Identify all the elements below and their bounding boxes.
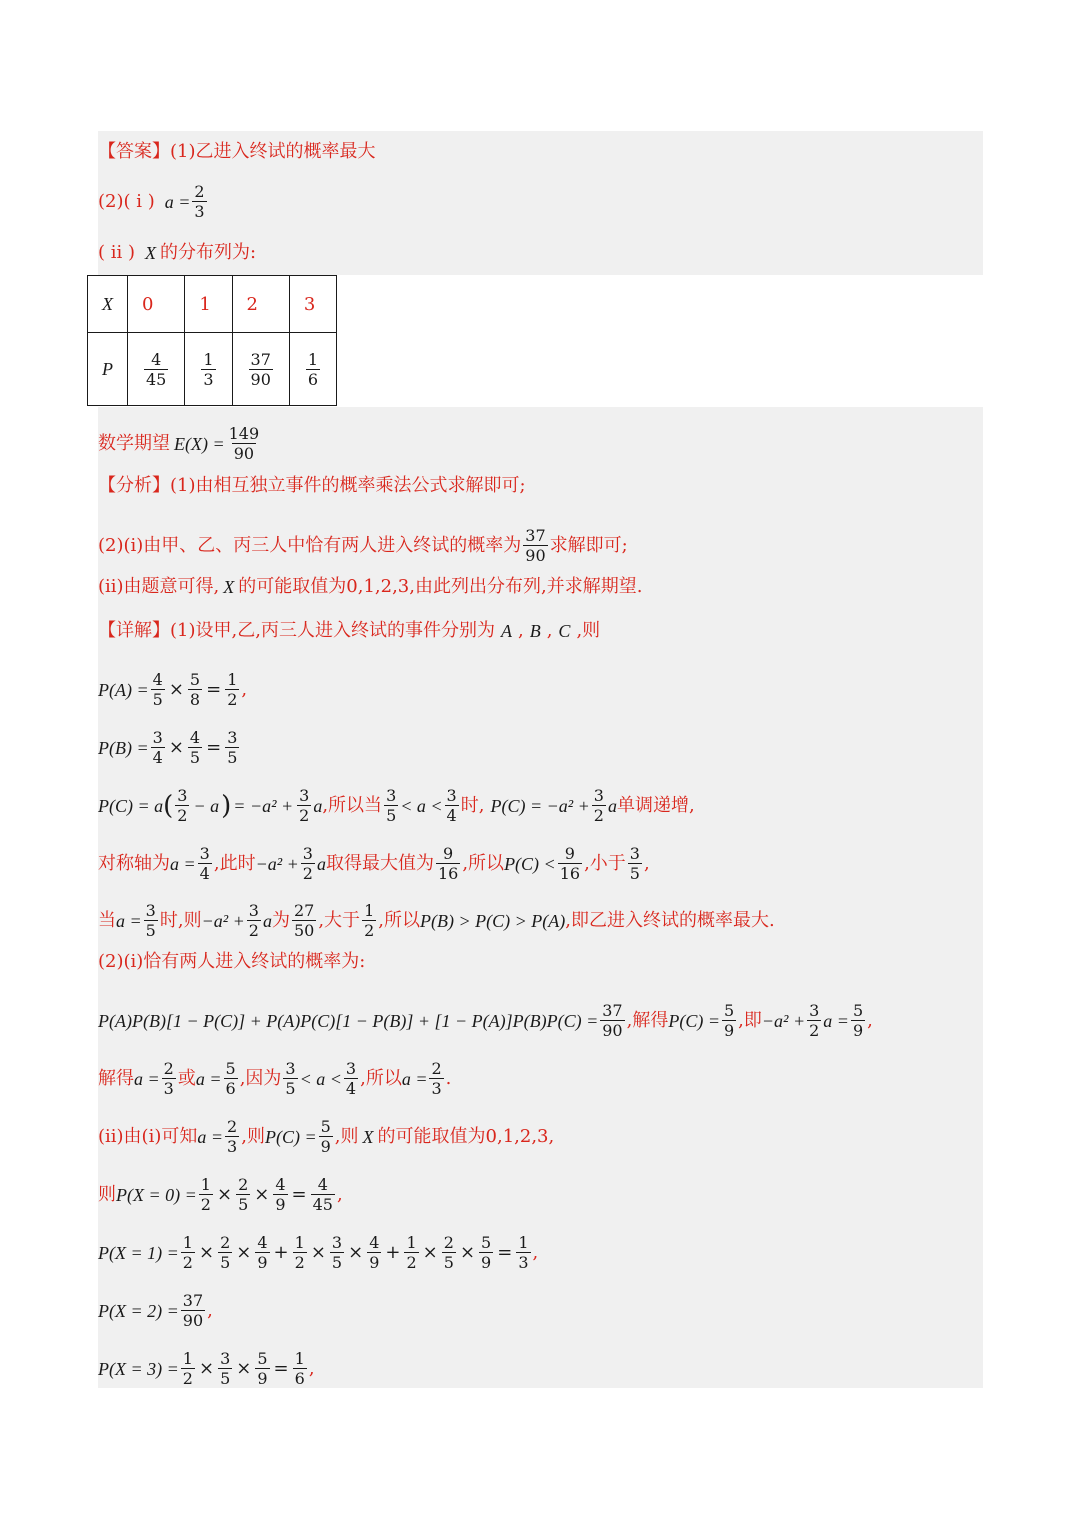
table-row-x	[88, 276, 337, 333]
fraction: $\frac{4}{45}$	[312, 1175, 333, 1214]
fraction: $\frac{5}{8}$	[189, 670, 201, 709]
fraction: $\frac{2}{3}$	[431, 1059, 442, 1098]
ii-text-3: ,则	[334, 1125, 359, 1147]
fraction: $\frac{3}{2}$	[299, 786, 310, 825]
analysis-line-1	[98, 475, 526, 497]
fraction: $\frac{4}{5}$	[152, 670, 163, 709]
fraction: $\frac{5}{9}$	[852, 1001, 864, 1040]
long-text-1: ,解得	[626, 1009, 669, 1031]
analysis-text-3b: 的可能取值为0,1,2,3,由此列出分布列,并求解期望.	[238, 576, 643, 597]
answer-part1: (1)乙进入终试的概率最大	[170, 141, 376, 162]
answer-line-1	[98, 141, 376, 163]
fraction: $\frac{1}{2}$	[406, 1233, 417, 1272]
fraction: $\frac{2}{5}$	[443, 1233, 454, 1272]
expectation-expr: E(X) =	[174, 433, 225, 454]
fraction: $\frac{2}{5}$	[220, 1233, 231, 1272]
sym-text-2: ,此时	[213, 852, 256, 874]
px0-label: P(X = 0) =	[116, 1184, 197, 1205]
solve-line: 解得 a = $\frac{2}{3}$ 或 a = $\frac{5}{6}$ ,因为 3 5 < a < 3 4 ,所以 a = $\frac{2}{3}$ .	[98, 1059, 452, 1098]
var-x: X	[145, 243, 157, 263]
px0-line: 则 P(X = 0) = $\frac{1}{2}$ × $\frac{2}{5}$ × $\frac{4}{9}$ = $\frac{4}{45}$ ,	[98, 1175, 343, 1214]
px1-label: P(X = 1) =	[98, 1242, 179, 1263]
fraction: $\frac{37}{90}$	[182, 1291, 204, 1330]
var-x: X	[223, 577, 235, 597]
fraction: $\frac{3}{2}$	[248, 901, 259, 940]
fraction: 3 4	[446, 786, 457, 825]
distribution-table	[87, 275, 337, 406]
fraction: $\frac{2}{3}$	[194, 182, 205, 221]
ii-text-2: ,则	[241, 1125, 265, 1147]
pb-line: P(B) = $\frac{3}{4}$ × $\frac{4}{5}$ = $\frac{3}{5}$	[98, 728, 238, 767]
analysis-line-2	[98, 526, 628, 565]
detail-text-1: (1)设甲,乙,丙三人进入终试的事件分别为	[170, 620, 495, 641]
fraction: $\frac{37}{90}$	[602, 1001, 623, 1040]
px3-line: P(X = 3) = $\frac{1}{2}$ × $\frac{3}{5}$ × $\frac{5}{9}$ = $\frac{1}{6}$ ,	[98, 1349, 315, 1388]
part2-heading	[98, 951, 365, 973]
ii-text-1: (ii)由(i)可知	[98, 1125, 198, 1147]
event-b: B	[529, 621, 541, 641]
fraction: $\frac{4}{5}$	[189, 728, 201, 767]
ii-text-4: 的可能取值为0,1,2,3,	[377, 1125, 555, 1147]
fraction: $\frac{2}{3}$	[227, 1117, 238, 1156]
fraction: 9 16	[437, 844, 459, 883]
fraction: $\frac{1}{2}$	[182, 1233, 193, 1272]
fraction: $\frac{5}{9}$	[481, 1233, 492, 1272]
fraction: 3 5	[386, 786, 397, 825]
fraction: $\frac{1}{2}$	[182, 1349, 193, 1388]
table-cell-p3: $\frac{1}{6}$	[289, 333, 336, 406]
fraction: $\frac{3}{5}$	[331, 1233, 343, 1272]
answer-line-2	[98, 182, 209, 221]
long-text-2: ,即	[738, 1009, 762, 1031]
table-cell-p2: $\frac{37}{90}$	[232, 333, 289, 406]
pc-line: P(C) = a ( 3 2 − a ) = −a² + $\frac{3}{2}$ a ,所以当 3 5 < a < 3 4 时, P(C) = −a² + $\frac{3}{2}$ a 单调递增,	[98, 786, 695, 825]
solve-text-1: 解得	[98, 1067, 134, 1089]
event-a: A	[500, 621, 512, 641]
ii-line: (ii)由(i)可知 a = $\frac{2}{3}$ ,则 P(C) = $\frac{5}{9}$ ,则 X 的可能取值为0,1,2,3,	[98, 1117, 555, 1156]
table-row-p	[88, 333, 337, 406]
detail-tag: 【详解】	[98, 620, 170, 641]
solve-text-2: 或	[177, 1067, 196, 1089]
table-cell-x0: 0	[128, 276, 185, 333]
fraction: $\frac{3}{2}$	[809, 1001, 820, 1040]
fraction: $\frac{5}{9}$	[723, 1001, 735, 1040]
pc-ineq: < a <	[400, 795, 443, 816]
pc-eq2: P(C) = −a² +	[490, 795, 590, 816]
table-cell-p1: $\frac{1}{3}$	[185, 333, 232, 406]
solve-text-4: ,所以	[360, 1067, 402, 1089]
pc-mid: = −a² +	[233, 795, 294, 816]
fraction: 3 4	[345, 1059, 357, 1098]
analysis-text-1: (1)由相互独立事件的概率乘法公式求解即可;	[170, 475, 526, 496]
fraction: $\frac{2}{3}$	[163, 1059, 174, 1098]
analysis-text-2a: (2)(i)由甲、乙、丙三人中恰有两人进入终试的概率为	[98, 534, 522, 556]
sym-text-1: 对称轴为	[98, 852, 170, 874]
fraction: 1 2	[364, 901, 375, 940]
table-cell-x2: 2	[232, 276, 289, 333]
part2-text: (2)(i)恰有两人进入终试的概率为:	[98, 951, 366, 972]
answer-tag: 【答案】	[98, 141, 170, 162]
sym-eq: a =	[170, 853, 196, 874]
when-text-5: ,所以	[378, 909, 420, 931]
px2-label: P(X = 2) =	[98, 1300, 179, 1321]
when-text-4: ,大于	[318, 909, 361, 931]
fraction: 37 90	[525, 526, 546, 565]
answer-part3-text: 的分布列为:	[160, 242, 257, 263]
fraction: $\frac{5}{6}$	[225, 1059, 236, 1098]
analysis-line-3	[98, 576, 642, 598]
detail-text-1-end: ,则	[576, 620, 601, 641]
fraction: $\frac{3}{2}$	[593, 786, 604, 825]
fraction: $\frac{2}{5}$	[238, 1175, 249, 1214]
sym-expr: −a² +	[255, 853, 299, 874]
long-expr: P(A)P(B)[1 − P(C)] + P(A)P(C)[1 − P(B)] + [1 − P(A)]P(B)P(C) =	[98, 1010, 599, 1031]
expectation-label: 数学期望	[98, 432, 170, 454]
px2-line: P(X = 2) = $\frac{37}{90}$ ,	[98, 1291, 213, 1330]
pc-text-1: ,所以当	[322, 794, 383, 816]
pa-label: P(A) =	[98, 679, 149, 700]
fraction: $\frac{3}{4}$	[199, 844, 210, 883]
fraction: $\frac{5}{9}$	[320, 1117, 331, 1156]
expectation-line	[98, 424, 263, 463]
fraction: 27 50	[293, 901, 315, 940]
answer-part2-prefix: (2)( ⅰ )	[98, 190, 155, 212]
long-expr-line: P(A)P(B)[1 − P(C)] + P(A)P(C)[1 − P(B)] + [1 − P(A)]P(B)P(C) = $\frac{37}{90}$ ,解得 P(C) = $\frac{5}{9}$ ,即 −a² + $\frac{3}{2}$ a = $\frac{5}{9}$ ,	[98, 1001, 873, 1040]
event-c: C	[558, 621, 571, 641]
when-text-2: 时,则	[159, 909, 202, 931]
pa-line: P(A) = $\frac{4}{5}$ × $\frac{5}{8}$ = $\frac{1}{2}$ ,	[98, 670, 248, 709]
answer-part3-prefix: ( ⅱ )	[98, 242, 136, 263]
pc-label: P(C) = a	[98, 795, 164, 816]
when-ineq: P(B) > P(C) > P(A)	[419, 910, 566, 931]
fraction: $\frac{149}{90}$	[228, 424, 260, 463]
fraction: $\frac{1}{3}$	[518, 1233, 529, 1272]
fraction: $\frac{5}{9}$	[257, 1349, 268, 1388]
solve-text-3: ,因为	[239, 1067, 282, 1089]
fraction: $\frac{3}{5}$	[145, 901, 156, 940]
table-cell-x1: 1	[185, 276, 232, 333]
fraction: $\frac{1}{2}$	[200, 1175, 211, 1214]
fraction: $\frac{4}{9}$	[275, 1175, 286, 1214]
pc-text-3: 单调递增,	[616, 794, 695, 816]
pc-text-2: 时,	[460, 794, 485, 816]
sym-text-5: ,小于	[584, 852, 626, 874]
px0-prefix: 则	[98, 1183, 116, 1205]
fraction: $\frac{3}{5}$	[227, 728, 238, 767]
analysis-tag: 【分析】	[98, 475, 170, 496]
when-text-3: 为	[271, 909, 290, 931]
when-text-6: ,即乙进入终试的概率最大.	[565, 909, 775, 931]
px1-line: P(X = 1) = $\frac{1}{2}$ × $\frac{2}{5}$ × $\frac{4}{9}$ + $\frac{1}{2}$ × $\frac{3}{5}$ × $\frac{4}{9}$ + $\frac{1}{2}$ × $\frac{2}{5}$ × $\frac{5}{9}$ = $\frac{1}{3}$ ,	[98, 1233, 539, 1272]
fraction: $\frac{1}{2}$	[294, 1233, 305, 1272]
table-cell-x3: 3	[289, 276, 336, 333]
table-header-x: X	[88, 276, 128, 333]
fraction: $\frac{1}{2}$	[227, 670, 238, 709]
fraction: $\frac{1}{6}$	[294, 1349, 305, 1388]
fraction: $\frac{3}{5}$	[220, 1349, 231, 1388]
fraction: 3 5	[285, 1059, 296, 1098]
sym-text-3: 取得最大值为	[325, 852, 434, 874]
symmetry-line: 对称轴为 a = $\frac{3}{4}$ ,此时 −a² + $\frac{3}{2}$ a 取得最大值为 9 16 ,所以 P(C) < 9 16 ,小于 3 5 ,	[98, 844, 650, 883]
when-line: 当 a = $\frac{3}{5}$ 时,则 −a² + $\frac{3}{2}$ a 为 27 50 ,大于 1 2 ,所以 P(B) > P(C) > P(A) ,即乙进入终试的概率最大.	[98, 901, 775, 940]
when-text-1: 当	[98, 909, 116, 931]
sym-text-4: ,所以	[462, 852, 505, 874]
pb-label: P(B) =	[98, 737, 149, 758]
fraction: 9 16	[559, 844, 581, 883]
answer-line-3	[98, 242, 256, 264]
analysis-text-3a: (ii)由题意可得,	[98, 576, 220, 597]
fraction: 3 5	[629, 844, 640, 883]
fraction: $\frac{3}{2}$	[302, 844, 313, 883]
analysis-text-2b: 求解即可;	[549, 534, 628, 556]
fraction: $\frac{3}{4}$	[152, 728, 163, 767]
fraction: 3 2	[177, 786, 188, 825]
fraction: $\frac{4}{9}$	[369, 1233, 380, 1272]
fraction: $\frac{4}{9}$	[257, 1233, 268, 1272]
table-header-p: P	[88, 333, 128, 406]
sym-expr2: P(C) <	[504, 853, 556, 874]
answer-a-eq: a =	[164, 191, 191, 212]
detail-line-1: 【详解】 (1)设甲,乙,丙三人进入终试的事件分别为 A , B , C ,则	[98, 620, 601, 641]
px3-label: P(X = 3) =	[98, 1358, 179, 1379]
table-cell-p0: $\frac{4}{45}$	[128, 333, 185, 406]
